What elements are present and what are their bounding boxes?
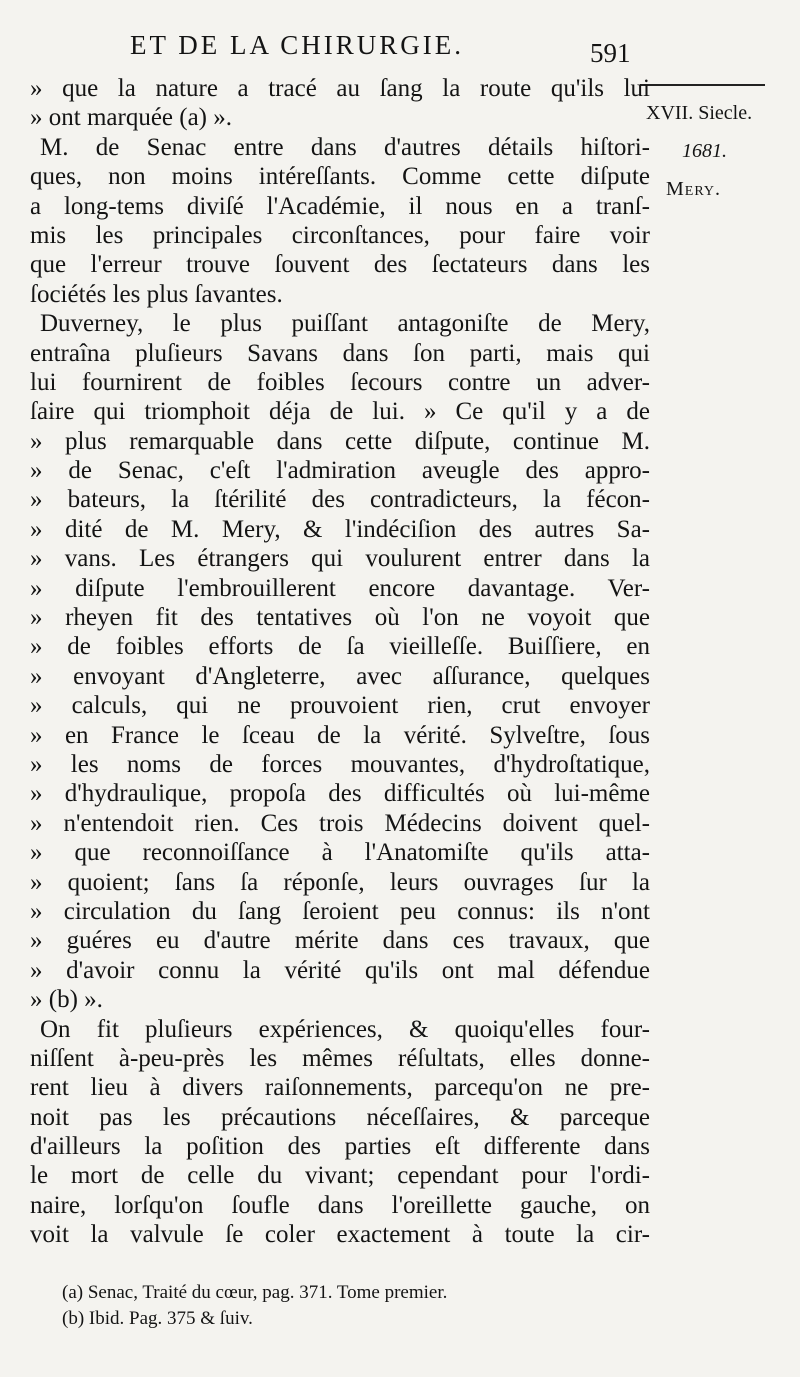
body-text <box>30 74 650 1250</box>
margin-century: XVII. Siecle. <box>646 102 753 124</box>
text-line: entraîna pluſieurs Savans dans ſon parti, mais qui <box>30 339 650 367</box>
text-line: » de foibles efforts de ſa vieilleſſe. Buiſſiere, en <box>30 633 650 661</box>
text-line: lui fournirent de foibles ſecours contre un adver- <box>30 368 650 396</box>
footnotes <box>62 1280 622 1332</box>
text-line: ſaire qui triomphoit déja de lui. » Ce qu'il y a de <box>30 398 650 426</box>
text-line: niſſent à-peu-près les mêmes réſultats, elles donne- <box>30 1044 650 1072</box>
running-head: ET DE LA CHIRURGIE. <box>130 30 464 60</box>
text-line: » vans. Les étrangers qui voulurent entrer dans la <box>30 545 650 573</box>
text-line: le mort de celle du vivant; cependant pour l'ordi- <box>30 1162 650 1190</box>
text-line: Duverney, le plus puiſſant antagoniſte de Mery, <box>40 310 650 338</box>
text-line: » n'entendoit rien. Ces trois Médecins doivent quel- <box>30 809 650 837</box>
text-line: que l'erreur trouve ſouvent des ſectateurs dans les <box>30 251 650 279</box>
text-line: » quoient; ſans ſa réponſe, leurs ouvrages ſur la <box>30 868 650 896</box>
text-line: naire, lorſqu'on ſoufle dans l'oreillette gauche, on <box>30 1191 650 1219</box>
page-number: 591 <box>590 38 631 68</box>
text-line: » en France le ſceau de la vérité. Sylveſtre, ſous <box>30 721 650 749</box>
text-line: » les noms de forces mouvantes, d'hydroſtatique, <box>30 750 650 778</box>
margin-name: Mery. <box>666 178 722 200</box>
margin-year: 1681. <box>682 140 727 162</box>
text-line: mis les principales circonſtances, pour faire voir <box>30 221 650 249</box>
text-line: » envoyant d'Angleterre, avec aſſurance, quelques <box>30 662 650 690</box>
margin-rule <box>640 84 765 86</box>
text-line: ſociétés les plus ſavantes. <box>30 280 283 308</box>
text-line: » d'hydraulique, propoſa des difficultés où lui-même <box>30 780 650 808</box>
text-line: » ont marquée (a) ». <box>30 104 233 132</box>
text-line: » que la nature a tracé au ſang la route qu'ils lui <box>30 75 650 102</box>
text-line: » (b) ». <box>30 986 103 1014</box>
text-line: » diſpute l'embrouillerent encore davantage. Ver- <box>30 574 650 602</box>
text-line: noit pas les précautions néceſſaires, & parceque <box>30 1103 650 1131</box>
text-line: » d'avoir connu la vérité qu'ils ont mal défendue <box>30 956 650 984</box>
text-line: » plus remarquable dans cette diſpute, continue M. <box>30 427 650 455</box>
margin-notes <box>640 94 800 208</box>
text-line: » guéres eu d'autre mérite dans ces travaux, que <box>30 927 650 955</box>
text-line: » dité de M. Mery, & l'indéciſion des autres Sa- <box>30 515 650 543</box>
text-line: ques, non moins intéreſſants. Comme cette diſpute <box>30 163 650 191</box>
text-line: » que reconnoiſſance à l'Anatomiſte qu'ils atta- <box>30 839 650 867</box>
text-line: » de Senac, c'eſt l'admiration aveugle des appro- <box>30 457 650 485</box>
text-line: » bateurs, la ſtérilité des contradicteurs, la fécon- <box>30 486 650 514</box>
text-line: a long-tems diviſé l'Académie, il nous en a tranſ- <box>30 192 650 220</box>
footnote: (a) Senac, Traité du cœur, pag. 371. Tome premier. <box>62 1282 448 1303</box>
text-line: » calculs, qui ne prouvoient rien, crut envoyer <box>30 692 650 720</box>
text-line: On fit pluſieurs expériences, & quoiqu'elles four- <box>40 1015 650 1043</box>
text-line: d'ailleurs la poſition des parties eſt differente dans <box>30 1133 650 1161</box>
text-line: » rheyen fit des tentatives où l'on ne voyoit que <box>30 604 650 632</box>
text-line: M. de Senac entre dans d'autres détails hiſtori- <box>40 133 650 161</box>
text-line: rent lieu à divers raiſonnements, parcequ'on ne pre- <box>30 1074 650 1102</box>
footnote: (b) Ibid. Pag. 375 & ſuiv. <box>62 1308 253 1329</box>
text-line: » circulation du ſang ſeroient peu connus: ils n'ont <box>30 897 650 925</box>
text-line: voit la valvule ſe coler exactement à toute la cir- <box>30 1221 650 1249</box>
